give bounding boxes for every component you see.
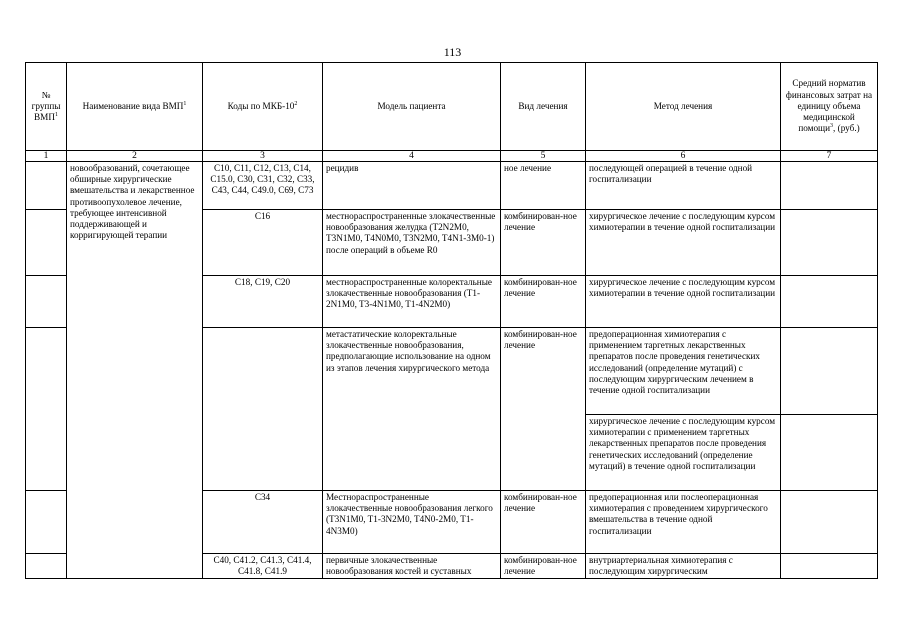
vmp-table xyxy=(25,62,878,579)
page-number: 113 xyxy=(443,45,462,59)
cost-cell xyxy=(781,328,878,415)
icd-codes-cell: C40, C41.2, C41.3, C41.4, C41.8, C41.9 xyxy=(203,554,323,579)
group-number-cell xyxy=(26,491,67,554)
treatment-method-cell: предоперационная или послеоперационная химиотерапия с проведением хирургического вмешательства в течение одной госпитализации xyxy=(586,491,781,554)
treatment-type-cell: комбинирован-ное лечение xyxy=(501,328,586,491)
column-number: 3 xyxy=(203,151,323,162)
patient-model-cell: Местнораспространенные злокачественные новообразования легкого (T3N1M0, T1-3N2M0, T4N0-2M0, T1-4N3M0) xyxy=(323,491,501,554)
header-group-number: № группы ВМП$^1$ xyxy=(26,63,67,151)
treatment-type-cell: комбинирован-ное лечение xyxy=(501,491,586,554)
patient-model-cell: местнораспространенные колоректальные злокачественные новообразования (T1-2N1M0, T3-4N1M0, T1-4N2M0) xyxy=(323,276,501,328)
group-number-cell xyxy=(26,328,67,491)
column-number: 5 xyxy=(501,151,586,162)
treatment-type-cell: комбинирован-ное лечение xyxy=(501,554,586,579)
header-vmp-name: Наименование вида ВМП$^1$ xyxy=(67,63,203,151)
header-icd-codes: Коды по МКБ-$10^2$ xyxy=(203,63,323,151)
header-treatment-method: Метод лечения xyxy=(586,63,781,151)
header-average-cost: Средний норматив финансовых затрат на единицу объема медицинской помощи$^3$, (руб.) xyxy=(781,63,878,151)
cost-cell xyxy=(781,491,878,554)
treatment-method-cell: последующей операцией в течение одной госпитализации xyxy=(586,162,781,210)
header-row xyxy=(26,63,878,151)
column-number: 1 xyxy=(26,151,67,162)
header-treatment-type: Вид лечения xyxy=(501,63,586,151)
patient-model-cell: рецидив xyxy=(323,162,501,210)
vmp-name-cell: новообразований, сочетающее обширные хирургические вмешательства и лекарственное противоопухолевое лечение, требующее интенсивной поддерживающей и корригирующей терапии xyxy=(67,162,203,579)
treatment-method-cell: предоперационная химиотерапия с применением таргетных лекарственных препаратов после проведения генетических исследований (определение мутаций) с последующим хирургическим лечением в течение одной госпитализации xyxy=(586,328,781,415)
treatment-method-cell: хирургическое лечение с последующим курсом химиотерапии с применением таргетных лекарственных препаратов после проведения генетических исследований (определение мутаций) в течение одной госпитализации xyxy=(586,415,781,491)
icd-codes-cell: C10, C11, C12, C13, C14, C15.0, C30, C31, C32, C33, C43, C44, C49.0, C69, C73 xyxy=(203,162,323,210)
group-number-cell xyxy=(26,554,67,579)
icd-codes-cell: C34 xyxy=(203,491,323,554)
patient-model-cell: местнораспространенные злокачественные новообразования желудка (T2N2M0, T3N1M0, T4N0M0, T3N2M0, T4N1-3M0-1) после операций в объеме R0 xyxy=(323,210,501,276)
cost-cell xyxy=(781,554,878,579)
column-number-row xyxy=(26,151,878,162)
icd-codes-cell: C18, C19, C20 xyxy=(203,276,323,328)
column-number: 2 xyxy=(67,151,203,162)
column-number: 4 xyxy=(323,151,501,162)
group-number-cell xyxy=(26,276,67,328)
cost-cell xyxy=(781,276,878,328)
group-number-cell xyxy=(26,162,67,210)
treatment-type-cell: комбинирован-ное лечение xyxy=(501,210,586,276)
column-number: 6 xyxy=(586,151,781,162)
patient-model-cell: метастатические колоректальные злокачественные новообразования, предполагающие использование на одном из этапов лечения хирургического метода xyxy=(323,328,501,491)
icd-codes-cell: C16 xyxy=(203,210,323,276)
treatment-type-cell: комбинирован-ное лечение xyxy=(501,276,586,328)
cost-cell xyxy=(781,162,878,210)
group-number-cell xyxy=(26,210,67,276)
treatment-type-cell: ное лечение xyxy=(501,162,586,210)
cost-cell xyxy=(781,210,878,276)
treatment-method-cell: хирургическое лечение с последующим курсом химиотерапии в течение одной госпитализации xyxy=(586,210,781,276)
icd-codes-cell xyxy=(203,328,323,491)
table-row xyxy=(26,162,878,210)
patient-model-cell: первичные злокачественные новообразования костей и суставных xyxy=(323,554,501,579)
column-number: 7 xyxy=(781,151,878,162)
treatment-method-cell: хирургическое лечение с последующим курсом химиотерапии в течение одной госпитализации xyxy=(586,276,781,328)
treatment-method-cell: внутриартериальная химиотерапия с последующим хирургическим xyxy=(586,554,781,579)
header-patient-model: Модель пациента xyxy=(323,63,501,151)
cost-cell xyxy=(781,415,878,491)
